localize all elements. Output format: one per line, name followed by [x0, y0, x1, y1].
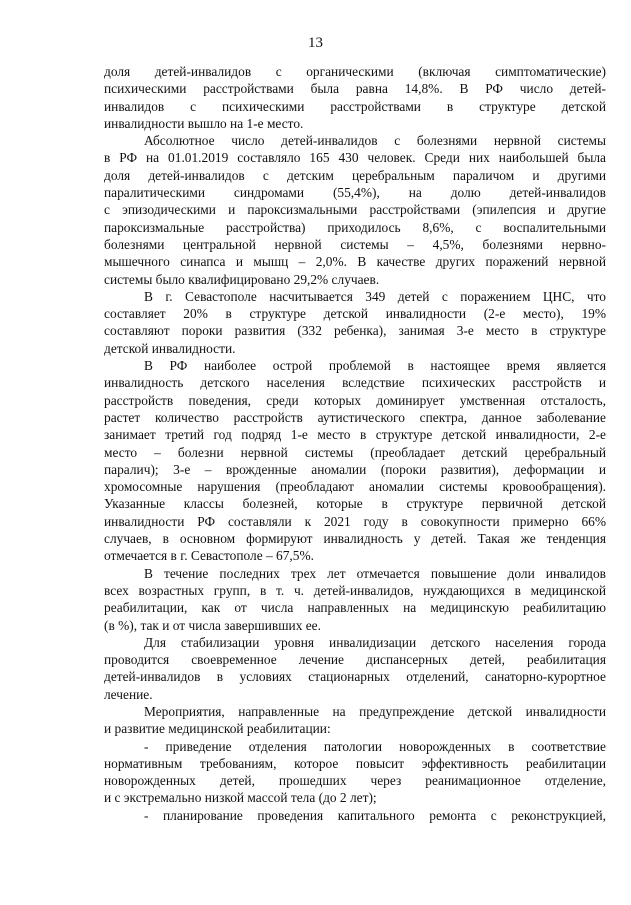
text-line: - приведение отделения патологии новорожденных в соответствие — [144, 738, 606, 754]
text-line: детской инвалидности. — [104, 340, 236, 356]
text-line: нормативным требованиям, которое повысит эффективность реабилитации — [104, 755, 606, 771]
text-line: системы было квалифицировано 29,2% случаев. — [104, 271, 380, 287]
text-line: Абсолютное число детей-инвалидов с болезнями нервной системы — [144, 133, 606, 149]
text-line: новорожденных детей, прошедших через реанимационное отделение, — [104, 773, 606, 789]
text-line: инвалидность детского населения вследствие психических расстройств и — [104, 375, 606, 391]
text-line: в РФ на 01.01.2019 составляло 165 430 человек. Среди них наибольшей была — [104, 150, 606, 166]
text-line: В РФ наиболее острой проблемой в настоящее время является — [144, 358, 606, 374]
text-line: расстройств поведения, среди которых доминирует умственная отсталость, — [104, 392, 606, 408]
document-body — [104, 63, 606, 824]
paragraph — [104, 634, 606, 703]
paragraph — [104, 288, 606, 357]
text-line: хромосомные нарушения (преобладают аномалии системы кровообращения). — [104, 479, 606, 495]
text-line: случаев, в основном формируют инвалидность у детей. Такая же тенденция — [104, 531, 606, 547]
text-line: составляет 20% в структуре детской инвалидности (2-е место), 19% — [104, 306, 606, 322]
paragraph — [104, 807, 606, 824]
text-line: растет количество расстройств аутистического спектра, данное заболевание — [104, 409, 606, 425]
paragraph — [104, 738, 606, 807]
text-line: мышечного синапса и мышц – 2,0%. В качестве других поражений нервной — [104, 254, 606, 270]
text-line: Для стабилизации уровня инвалидизации детского населения города — [144, 634, 606, 650]
text-line: доля детей-инвалидов с органическими (включая симптоматические) — [104, 64, 606, 79]
text-line: проводится своевременное лечение диспансерных детей, реабилитация — [104, 652, 606, 668]
paragraph — [104, 565, 606, 634]
text-line: лечение. — [104, 686, 153, 702]
text-line: с эпизодическими и пароксизмальными расстройствами (эпилепсия и другие — [104, 202, 606, 218]
text-line: и с экстремально низкой массой тела (до 2 лет); — [104, 790, 377, 806]
text-line: болезнями центральной нервной системы – 4,5%, болезнями нервно- — [104, 236, 606, 252]
text-line: отмечается в г. Севастополе – 67,5%. — [104, 548, 314, 564]
text-line: составляют пороки развития (332 ребенка), занимая 3-е место в структуре — [104, 323, 606, 339]
text-line: паралич); 3-е – врожденные аномалии (пороки развития), деформации и — [104, 461, 606, 477]
paragraph — [104, 63, 606, 132]
text-line: доля детей-инвалидов с детским церебральным параличом и другими — [104, 167, 606, 183]
text-line: паралитическими синдромами (55,4%), на долю детей-инвалидов — [104, 185, 606, 201]
text-line: детей-инвалидов в условиях стационарных отделений, санаторно-курортное — [104, 669, 606, 685]
text-line: реабилитации, как от числа направленных на медицинскую реабилитацию — [104, 600, 606, 616]
text-line: Указанные классы болезней, которые в структуре первичной детской — [104, 496, 606, 512]
page-number: 13 — [308, 35, 323, 51]
text-line: психическими расстройствами была равна 14,8%. В РФ число детей- — [104, 81, 606, 97]
text-line: В г. Севастополе насчитывается 349 детей с поражением ЦНС, что — [144, 288, 606, 304]
paragraph — [104, 357, 606, 565]
text-line: инвалидов с психическими расстройствами в структуре детской — [104, 98, 606, 114]
text-line: инвалидности вышло на 1-е место. — [104, 115, 304, 131]
text-line: - планирование проведения капитального ремонта с реконструкцией, — [144, 807, 606, 823]
text-line: всех возрастных групп, в т. ч. детей-инвалидов, нуждающихся в медицинской — [104, 582, 606, 598]
paragraph — [104, 703, 606, 738]
text-line: пароксизмальные расстройства) приходилось 8,6%, с воспалительными — [104, 219, 606, 235]
text-line: занимает третий год подряд 1-е место в структуре детской инвалидности, 2-е — [104, 427, 606, 443]
text-line: инвалидности РФ составляли к 2021 году в совокупности примерно 66% — [104, 513, 606, 529]
text-line: место – болезни нервной системы (преобладает детский церебральный — [104, 444, 606, 460]
text-line: (в %), так и от числа завершивших ее. — [104, 617, 321, 633]
text-line: В течение последних трех лет отмечается повышение доли инвалидов — [144, 565, 606, 581]
text-line: и развитие медицинской реабилитации: — [104, 721, 331, 737]
paragraph — [104, 132, 606, 288]
text-line: Мероприятия, направленные на предупреждение детской инвалидности — [144, 703, 606, 719]
